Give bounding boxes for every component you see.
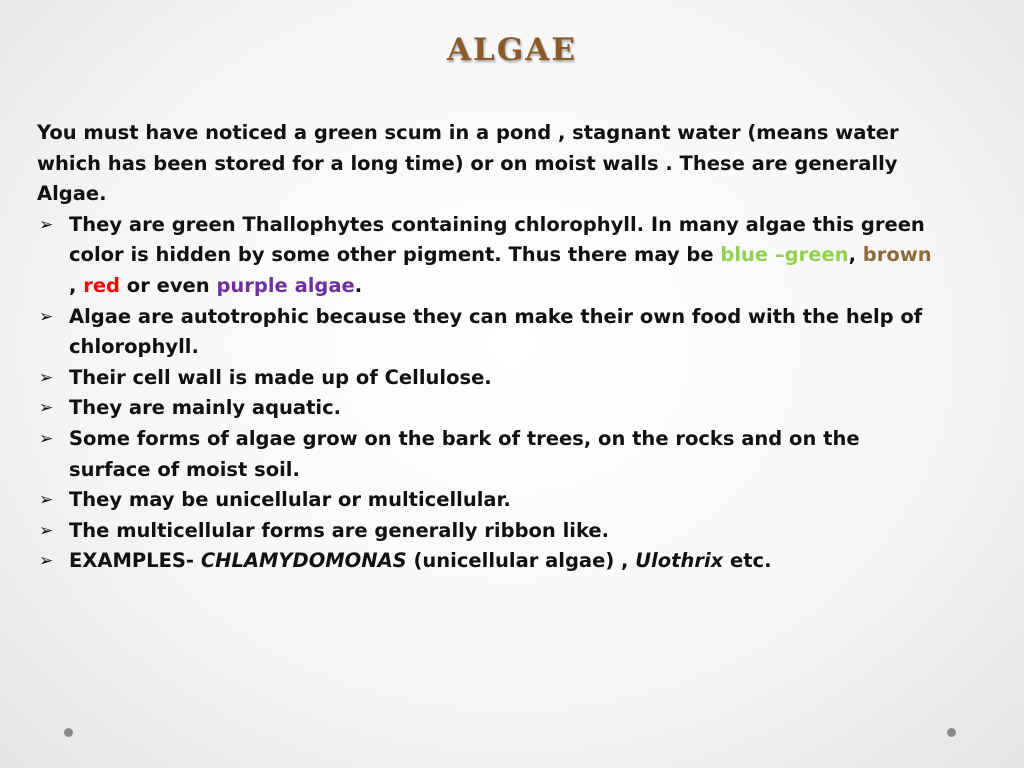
brown-text: brown — [855, 243, 932, 267]
arrowhead-bullet-icon: ➢ — [39, 551, 54, 572]
bullet-item-cellularity — [37, 485, 937, 516]
intro-paragraph: You must have noticed a green scum in a pond , stagnant water (means water which has been stored for a long time) or on moist walls . These are generally Algae. — [37, 121, 899, 206]
arrowhead-bullet-icon: ➢ — [39, 490, 54, 511]
example-chlamydomonas: CHLAMYDOMONAS — [200, 549, 407, 573]
bullet-text: They may be unicellular or multicellular. — [69, 488, 511, 512]
arrowhead-bullet-icon: ➢ — [39, 428, 54, 449]
decorative-dot-left — [64, 728, 73, 737]
bullet-list — [37, 210, 937, 577]
slide-title: ALGAE — [446, 32, 577, 68]
separator-text: , — [848, 243, 856, 267]
arrowhead-bullet-icon: ➢ — [39, 367, 54, 388]
bullet-text: Algae are autotrophic because they can make their own food with the help of chlorophyll. — [69, 304, 923, 359]
bullet-text: They are mainly aquatic. — [69, 396, 342, 420]
arrowhead-bullet-icon: ➢ — [39, 306, 54, 327]
bullet-item-ribbon — [37, 516, 937, 547]
purple-algae-text: purple algae — [216, 273, 355, 297]
bullet-text: They are green Thallophytes containing chlorophyll. In many algae this green color is hidden by some other pigment. Thus there may be — [69, 212, 925, 267]
bullet-item-examples — [37, 546, 937, 577]
red-text: red — [76, 273, 121, 297]
examples-prefix: EXAMPLES- — [69, 549, 201, 573]
bullet-item-aquatic — [37, 393, 937, 424]
arrowhead-bullet-icon: ➢ — [39, 214, 54, 235]
bullet-item-habitat — [37, 424, 937, 485]
arrowhead-bullet-icon: ➢ — [39, 398, 54, 419]
bullet-item-cell-wall — [37, 363, 937, 394]
bullet-item-pigments — [37, 210, 937, 302]
examples-middle: (unicellular algae) , — [406, 549, 636, 573]
decorative-dot-right — [947, 728, 956, 737]
bullet-text: Some forms of algae grow on the bark of trees, on the rocks and on the surface of moist soil. — [69, 426, 860, 481]
bullet-text: The multicellular forms are generally ribbon like. — [69, 518, 610, 542]
arrowhead-bullet-icon: ➢ — [39, 520, 54, 541]
example-ulothrix: Ulothrix — [635, 549, 724, 573]
period-text: . — [354, 273, 363, 297]
bullet-item-autotrophic — [37, 302, 937, 363]
connector-text: or even — [120, 273, 217, 297]
separator-text: , — [69, 273, 77, 297]
blue-green-text: blue –green — [720, 243, 849, 267]
slide-body — [37, 118, 937, 577]
bullet-text: Their cell wall is made up of Cellulose. — [69, 365, 492, 389]
examples-suffix: etc. — [723, 549, 772, 573]
